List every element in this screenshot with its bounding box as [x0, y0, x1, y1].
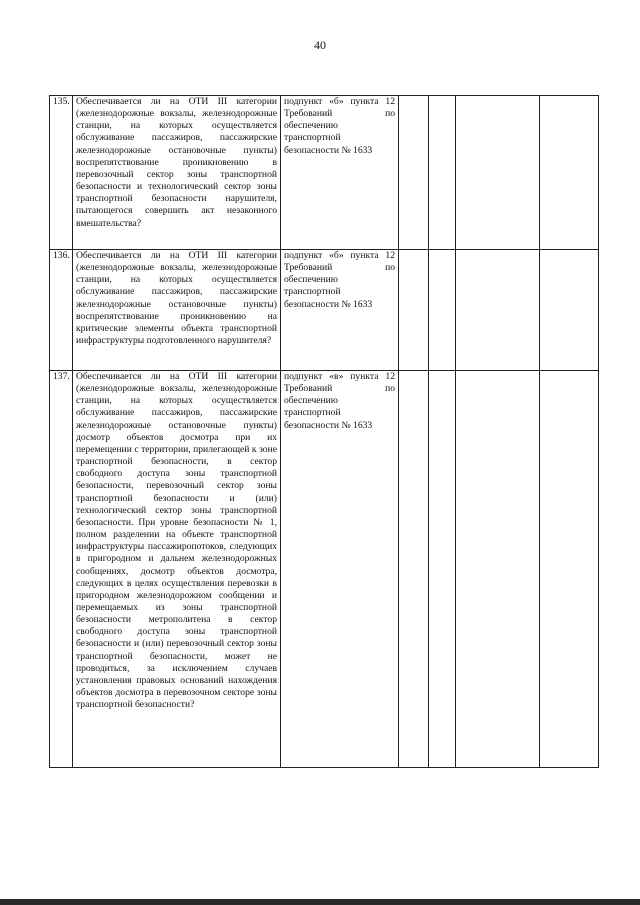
table-row	[50, 371, 599, 768]
notes-cell[interactable]	[540, 250, 599, 371]
not-applicable-cell[interactable]	[456, 371, 540, 768]
answer-no-cell[interactable]	[429, 371, 456, 768]
requirement-reference-cell: подпункт «б» пункта 12 Требований по обеспечению транспортной безопасности № 1633	[281, 96, 399, 250]
notes-cell[interactable]	[540, 96, 599, 250]
row-number: 135.	[50, 96, 73, 250]
row-number: 136.	[50, 250, 73, 371]
checklist-table	[49, 95, 599, 768]
answer-no-cell[interactable]	[429, 250, 456, 371]
question-cell: Обеспечивается ли на ОТИ III категории (железнодорожные вокзалы, железнодорожные станции, на которых осуществляется обслуживание пассажиров, пассажирские железнодорожные остановочные пункты) воспрепятствование проникновению на критические элементы объекта транспортной инфраструктуры подготовленного нарушителя?	[73, 250, 281, 371]
requirement-reference-cell: подпункт «б» пункта 12 Требований по обеспечению транспортной безопасности № 1633	[281, 250, 399, 371]
table-row	[50, 250, 599, 371]
answer-yes-cell[interactable]	[399, 250, 429, 371]
table-row	[50, 96, 599, 250]
answer-yes-cell[interactable]	[399, 96, 429, 250]
page-number: 40	[314, 38, 326, 52]
row-number: 137.	[50, 371, 73, 768]
requirement-reference-cell: подпункт «в» пункта 12 Требований по обеспечению транспортной безопасности № 1633	[281, 371, 399, 768]
question-cell: Обеспечивается ли на ОТИ III категории (железнодорожные вокзалы, железнодорожные станции, на которых осуществляется обслуживание пассажиров, пассажирские железнодорожные остановочные пункты) досмотр объектов досмотра при их перемещении с территории, прилегающей к зоне транспортной безопасности, в сектор свободного доступа зоны транспортной безопасности, перевозочный сектор зоны транспортной безопасности и (или) технологический сектор зоны транспортной безопасности. При уровне безопасности № 1, полном разделении на объекте транспортной инфраструктуры пассажиропотоков, следующих в пригородном и дальнем железнодорожных сообщениях, досмотр объектов досмотра, следующих в целях осуществления перевозки в пригородном железнодорожном сообщении и перемещаемых из зоны транспортной безопасности метрополитена в сектор свободного доступа зоны транспортной безопасности и (или) перевозочный сектор зоны транспортной безопасности, может не проводиться, за исключением случаев установления правовых оснований нахождения объектов досмотра в перевозочном секторе зоны транспортной безопасности?	[73, 371, 281, 768]
notes-cell[interactable]	[540, 371, 599, 768]
not-applicable-cell[interactable]	[456, 250, 540, 371]
answer-yes-cell[interactable]	[399, 371, 429, 768]
question-cell: Обеспечивается ли на ОТИ III категории (железнодорожные вокзалы, железнодорожные станции, на которых осуществляется обслуживание пассажиров, пассажирские железнодорожные остановочные пункты) воспрепятствование проникновению в перевозочный сектор зоны транспортной безопасности и технологический сектор зоны транспортной безопасности нарушителя, пытающегося совершить акт незаконного вмешательства?	[73, 96, 281, 250]
answer-no-cell[interactable]	[429, 96, 456, 250]
scan-edge	[0, 899, 640, 905]
not-applicable-cell[interactable]	[456, 96, 540, 250]
